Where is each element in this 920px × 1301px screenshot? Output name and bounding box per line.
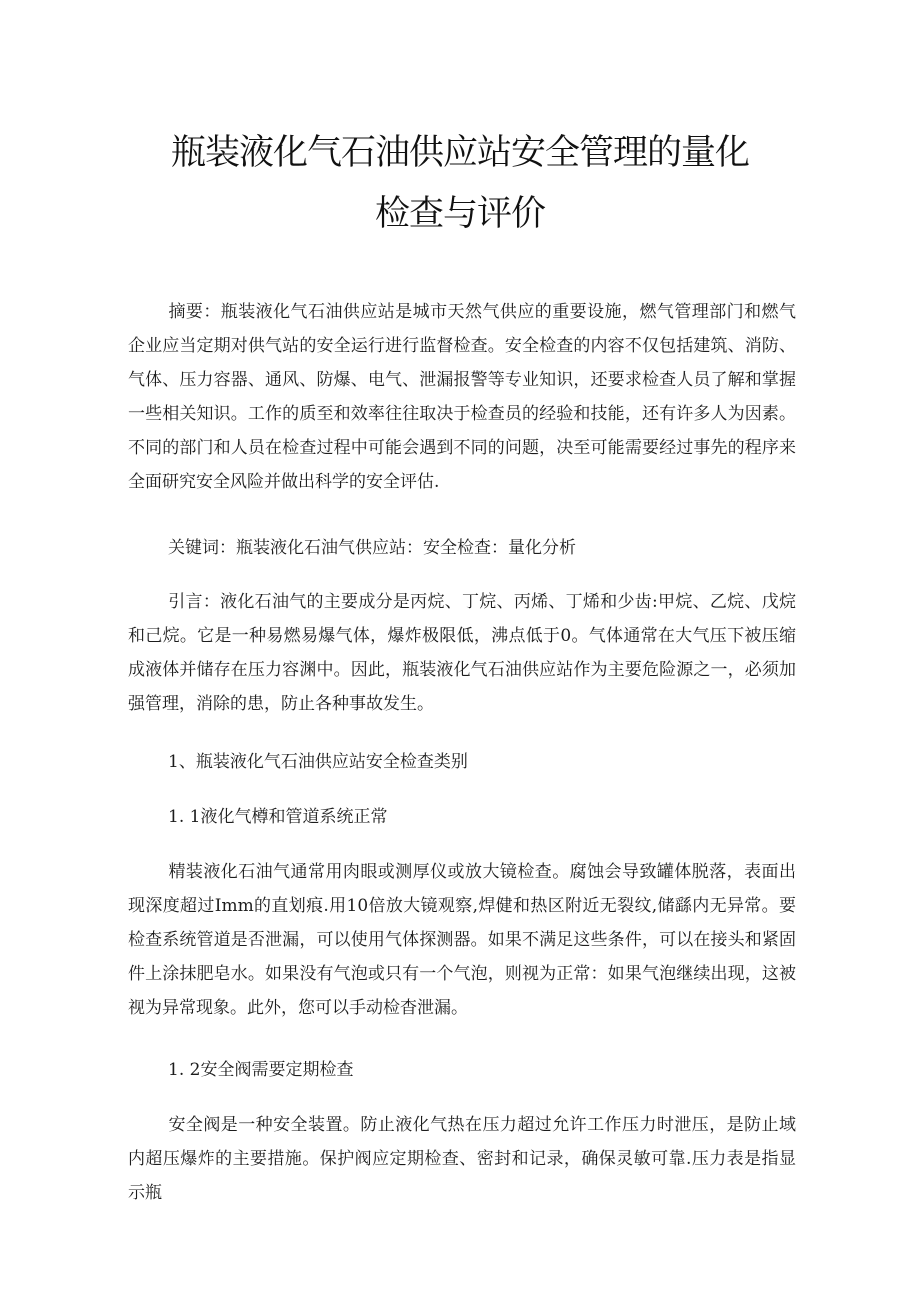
section-1-1-body xyxy=(128,855,796,1025)
section-1-2-body xyxy=(128,1108,796,1210)
intro-paragraph xyxy=(128,585,796,721)
section-1-2-body-text: 安全阀是一种安全装置。防止液化气热在压力超过允许工作压力时泄压，是防止域内超压爆炸的主要措施。保护阀应定期检查、密封和记录，确保灵敏可靠.压力表是指显示瓶 xyxy=(128,1115,796,1203)
section-heading-1 xyxy=(128,745,796,779)
keywords-paragraph xyxy=(128,531,796,565)
keywords-text: 关键词：瓶装液化石油气供应站：安全检查：量化分析 xyxy=(168,538,576,558)
intro-text: 引言：液化石油气的主要成分是丙烷、丁烷、丙烯、丁烯和少齿:甲烷、乙烷、戊烷和己烷。它是一种易燃易爆气体，爆炸极限低，沸点低于0。气体通常在大气压下被压缩成液体并储存在压力容渊中。因此，瓶装液化气石油供应站作为主要危险源之一，必须加强管理，消除的患，防止各种事故发生。 xyxy=(128,592,796,714)
section-1-1-body-text: 精装液化石油气通常用肉眼或测厚仪或放大镜检查。腐蚀会导致罐体脱落，表面出现深度超过Imm的直划痕.用10倍放大镜观察,焊健和热区附近无裂纹,储繇内无异常。要检查系统管道是否泄漏，可以使用气体探测器。如果不满足这些条件，可以在接头和紧固件上涂抹肥皂水。如果没有气泡或只有一个气泡，则视为正常：如果气泡继续出现，这被视为异常现象。此外，您可以手动检杳泄漏。 xyxy=(128,862,796,1018)
section-heading-1-2-text: 1. 2安全阀需要定期检查 xyxy=(168,1060,354,1080)
abstract-paragraph xyxy=(128,295,796,499)
section-heading-1-text: 1、瓶装液化气石油供应站安全检查类别 xyxy=(168,752,468,772)
document-title-line-2: 检查与评价 xyxy=(374,194,545,234)
section-heading-1-2 xyxy=(128,1053,796,1087)
section-heading-1-1-text: 1. 1液化气樽和管道系统正常 xyxy=(168,807,388,827)
section-heading-1-1 xyxy=(128,800,796,834)
abstract-text: 摘要：瓶装液化气石油供应站是城市天然气供应的重要设施，燃气管理部门和燃气企业应当定期对供气站的安全运行进行监督检查。安全检查的内容不仅包括建筑、消防、气体、压力容器、通风、防爆、电气、泄漏报警等专业知识，还要求检查人员了解和掌握一些相关知识。工作的质至和效率往往取决于检查员的经验和技能，还有许多人为因素。不同的部门和人员在检查过程中可能会遇到不同的问题，决至可能需要经过事先的程序来全面研究安全风险并做出科学的安全评估. xyxy=(128,302,796,492)
document-title-line-1: 瓶装液化气石油供应站安全管理的量化 xyxy=(170,133,749,173)
